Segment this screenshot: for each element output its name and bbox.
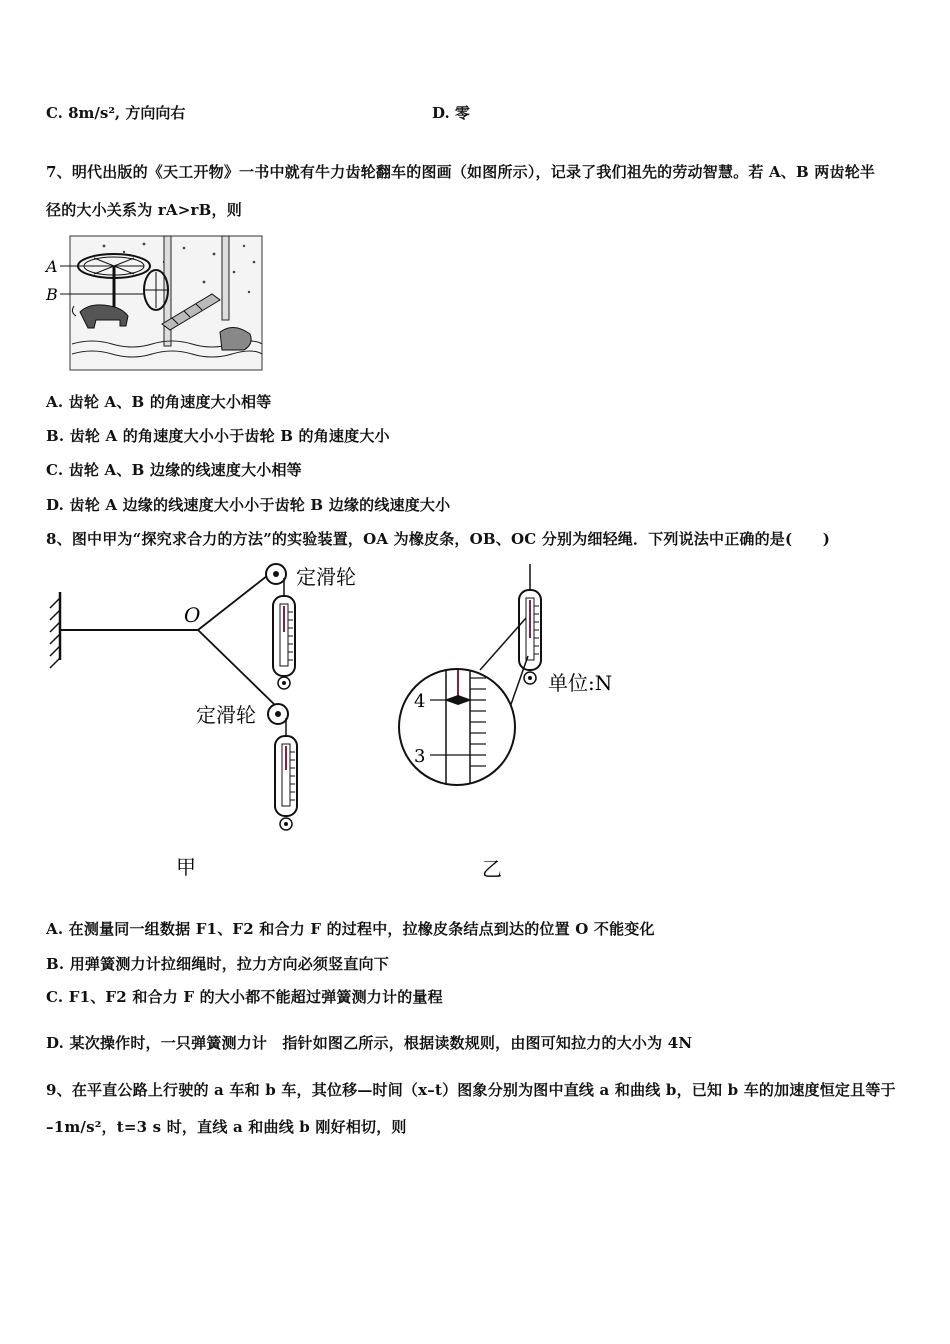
q7-option-d: D. 齿轮 A 边缘的线速度大小小于齿轮 B 边缘的线速度大小 bbox=[46, 496, 451, 514]
force-experiment-diagram bbox=[40, 560, 640, 890]
scale-tick-4: 4 bbox=[414, 691, 426, 712]
caption-yi: 乙 bbox=[482, 857, 502, 881]
q7-option-c: C. 齿轮 A、B 边缘的线速度大小相等 bbox=[46, 461, 302, 479]
q8-option-a: A. 在测量同一组数据 F1、F2 和合力 F 的过程中，拉橡皮条结点到达的位置 O 不能变化 bbox=[46, 920, 655, 938]
q8-experiment-figure bbox=[40, 560, 640, 894]
q7-stem-line1: 7、明代出版的《天工开物》一书中就有牛力齿轮翻车的图画（如图所示），记录了我们祖先的劳动智慧。若 A、B 两齿轮半 bbox=[46, 163, 876, 181]
q8-option-d: D. 某次操作时，一只弹簧测力计 指针如图乙所示，根据读数规则，由图可知拉力的大小为 4N bbox=[46, 1034, 693, 1052]
caption-jia: 甲 bbox=[176, 855, 196, 879]
q7-option-a: A. 齿轮 A、B 的角速度大小相等 bbox=[46, 393, 272, 411]
q6-option-c: C. 8m/s², 方向向右 bbox=[46, 104, 186, 122]
q7-option-b: B. 齿轮 A 的角速度大小小于齿轮 B 的角速度大小 bbox=[46, 427, 390, 445]
point-o-label: O bbox=[184, 603, 201, 627]
unit-label: 单位:N bbox=[548, 671, 613, 695]
gear-label-a: A bbox=[46, 257, 58, 276]
q7-stem-line2: 径的大小关系为 rA>rB，则 bbox=[46, 201, 242, 219]
pulley-label-top: 定滑轮 bbox=[296, 565, 356, 589]
q7-waterwheel-figure bbox=[44, 232, 266, 378]
q8-stem: 8、图中甲为“探究求合力的方法”的实验装置，OA 为橡皮条，OB、OC 分别为细轻绳．下列说法中正确的是( ) bbox=[46, 530, 830, 548]
q8-option-c: C. F1、F2 和合力 F 的大小都不能超过弹簧测力计的量程 bbox=[46, 988, 443, 1006]
pulley-label-bottom: 定滑轮 bbox=[196, 703, 256, 727]
q9-stem-line2: –1m/s²，t=3 s 时，直线 a 和曲线 b 刚好相切，则 bbox=[46, 1118, 407, 1136]
q8-option-b: B. 用弹簧测力计拉细绳时，拉力方向必须竖直向下 bbox=[46, 955, 389, 973]
q6-option-d: D. 零 bbox=[432, 104, 470, 122]
gear-label-b: B bbox=[46, 285, 58, 304]
q9-stem-line1: 9、在平直公路上行驶的 a 车和 b 车，其位移—时间（x–t）图象分别为图中直线 a 和曲线 b，已知 b 车的加速度恒定且等于 bbox=[46, 1081, 896, 1099]
scale-tick-3: 3 bbox=[414, 746, 426, 767]
waterwheel-illustration bbox=[44, 232, 266, 374]
